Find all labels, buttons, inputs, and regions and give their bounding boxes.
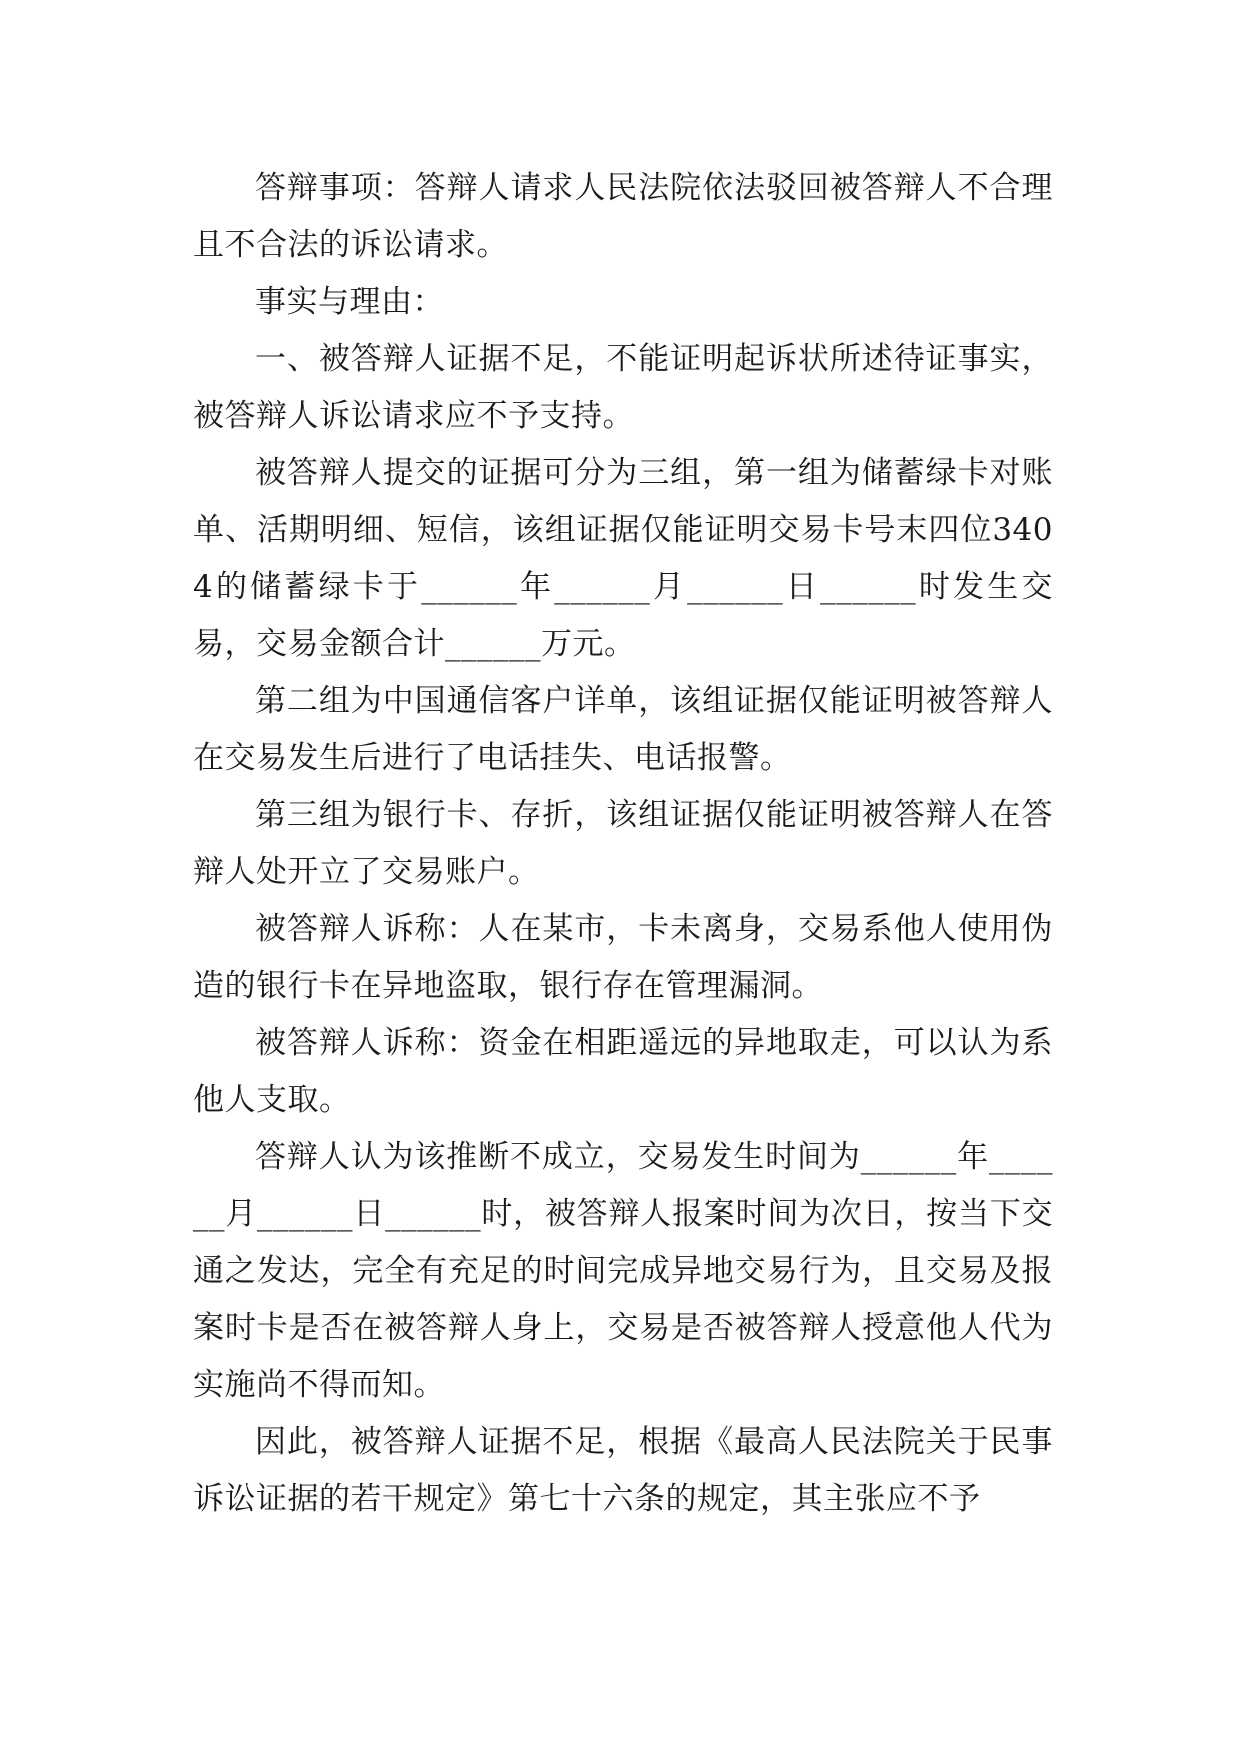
- paragraph-evidence-group-two: 第二组为中国通信客户详单，该组证据仅能证明被答辩人在交易发生后进行了电话挂失、电话报警。: [193, 683, 1053, 776]
- paragraph-claim-two: 被答辩人诉称：资金在相距遥远的异地取走，可以认为系他人支取。: [193, 1025, 1053, 1118]
- paragraph-rebuttal: 答辩人认为该推断不成立，交易发生时间为______年______月______日______时，被答辩人报案时间为次日，按当下交通之发达，完全有充足的时间完成异地交易行为，且交易及报案时卡是否在被答辩人身上，交易是否被答辩人授意他人代为实施尚不得而知。: [193, 1139, 1053, 1403]
- paragraph-point-one: 一、被答辩人证据不足，不能证明起诉状所述待证事实，被答辩人诉讼请求应不予支持。: [193, 341, 1053, 434]
- paragraph-facts-heading: 事实与理由：: [255, 284, 444, 320]
- paragraph-claim-one: 被答辩人诉称：人在某市，卡未离身，交易系他人使用伪造的银行卡在异地盗取，银行存在管理漏洞。: [193, 911, 1053, 1004]
- paragraph-evidence-group-three: 第三组为银行卡、存折，该组证据仅能证明被答辩人在答辩人处开立了交易账户。: [193, 797, 1053, 890]
- paragraph-evidence-group-one: 被答辩人提交的证据可分为三组，第一组为储蓄绿卡对账单、活期明细、短信，该组证据仅能证明交易卡号末四位3404的储蓄绿卡于______年______月______日______时发生交易，交易金额合计______万元。: [193, 455, 1053, 662]
- document-body: [193, 160, 1053, 1528]
- paragraph-defense-items: 答辩事项：答辩人请求人民法院依法驳回被答辩人不合理且不合法的诉讼请求。: [193, 170, 1053, 263]
- paragraph-conclusion: 因此，被答辩人证据不足，根据《最高人民法院关于民事诉讼证据的若干规定》第七十六条的规定，其主张应不予: [193, 1424, 1053, 1517]
